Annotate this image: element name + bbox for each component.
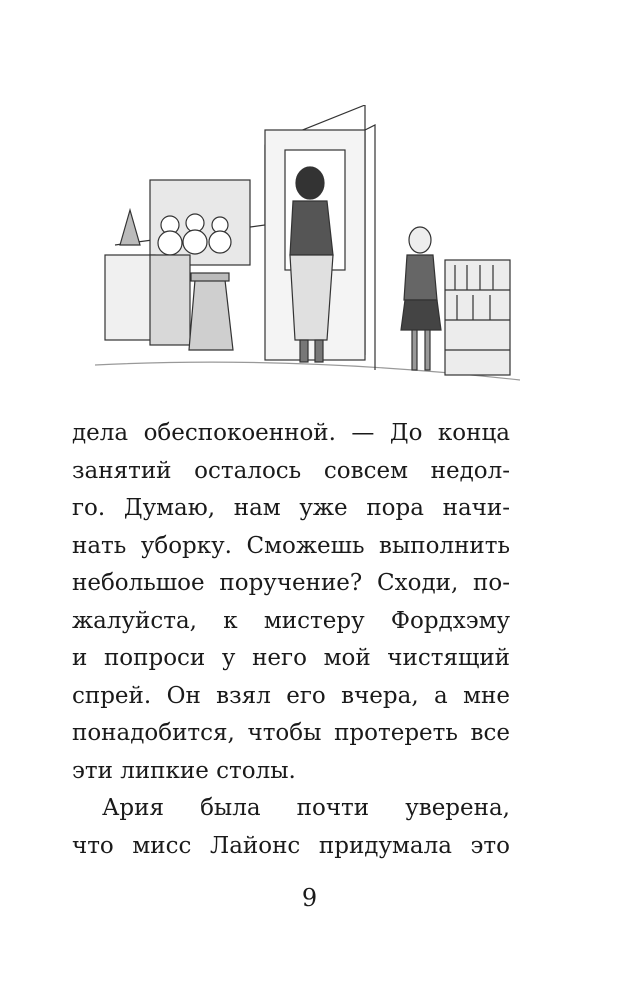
text-line: небольшое поручение? Сходи, по-: [72, 570, 510, 596]
text-line: понадобится, чтобы протереть все: [72, 720, 510, 746]
text-line: Ария была почти уверена,: [102, 795, 510, 821]
text-line: нать уборку. Сможешь выполнить: [72, 532, 510, 559]
illustration: [95, 105, 520, 395]
text-line: эти липкие столы.: [72, 757, 296, 784]
text-line: го. Думаю, нам уже пора начи-: [72, 495, 510, 521]
text-line: жалуйста, к мистеру Фордхэму: [72, 607, 510, 634]
text-line: и попроси у него мой чистящий: [72, 645, 510, 671]
text-line: занятий осталось совсем недол-: [72, 457, 510, 484]
text-line: спрей. Он взял его вчера, а мне: [72, 682, 510, 709]
text-line: дела обеспокоенной. — До конца: [72, 420, 510, 446]
text-line: что мисс Лайонс придумала это: [72, 832, 510, 859]
page-number: 9: [301, 884, 318, 912]
text-block: [72, 415, 510, 865]
